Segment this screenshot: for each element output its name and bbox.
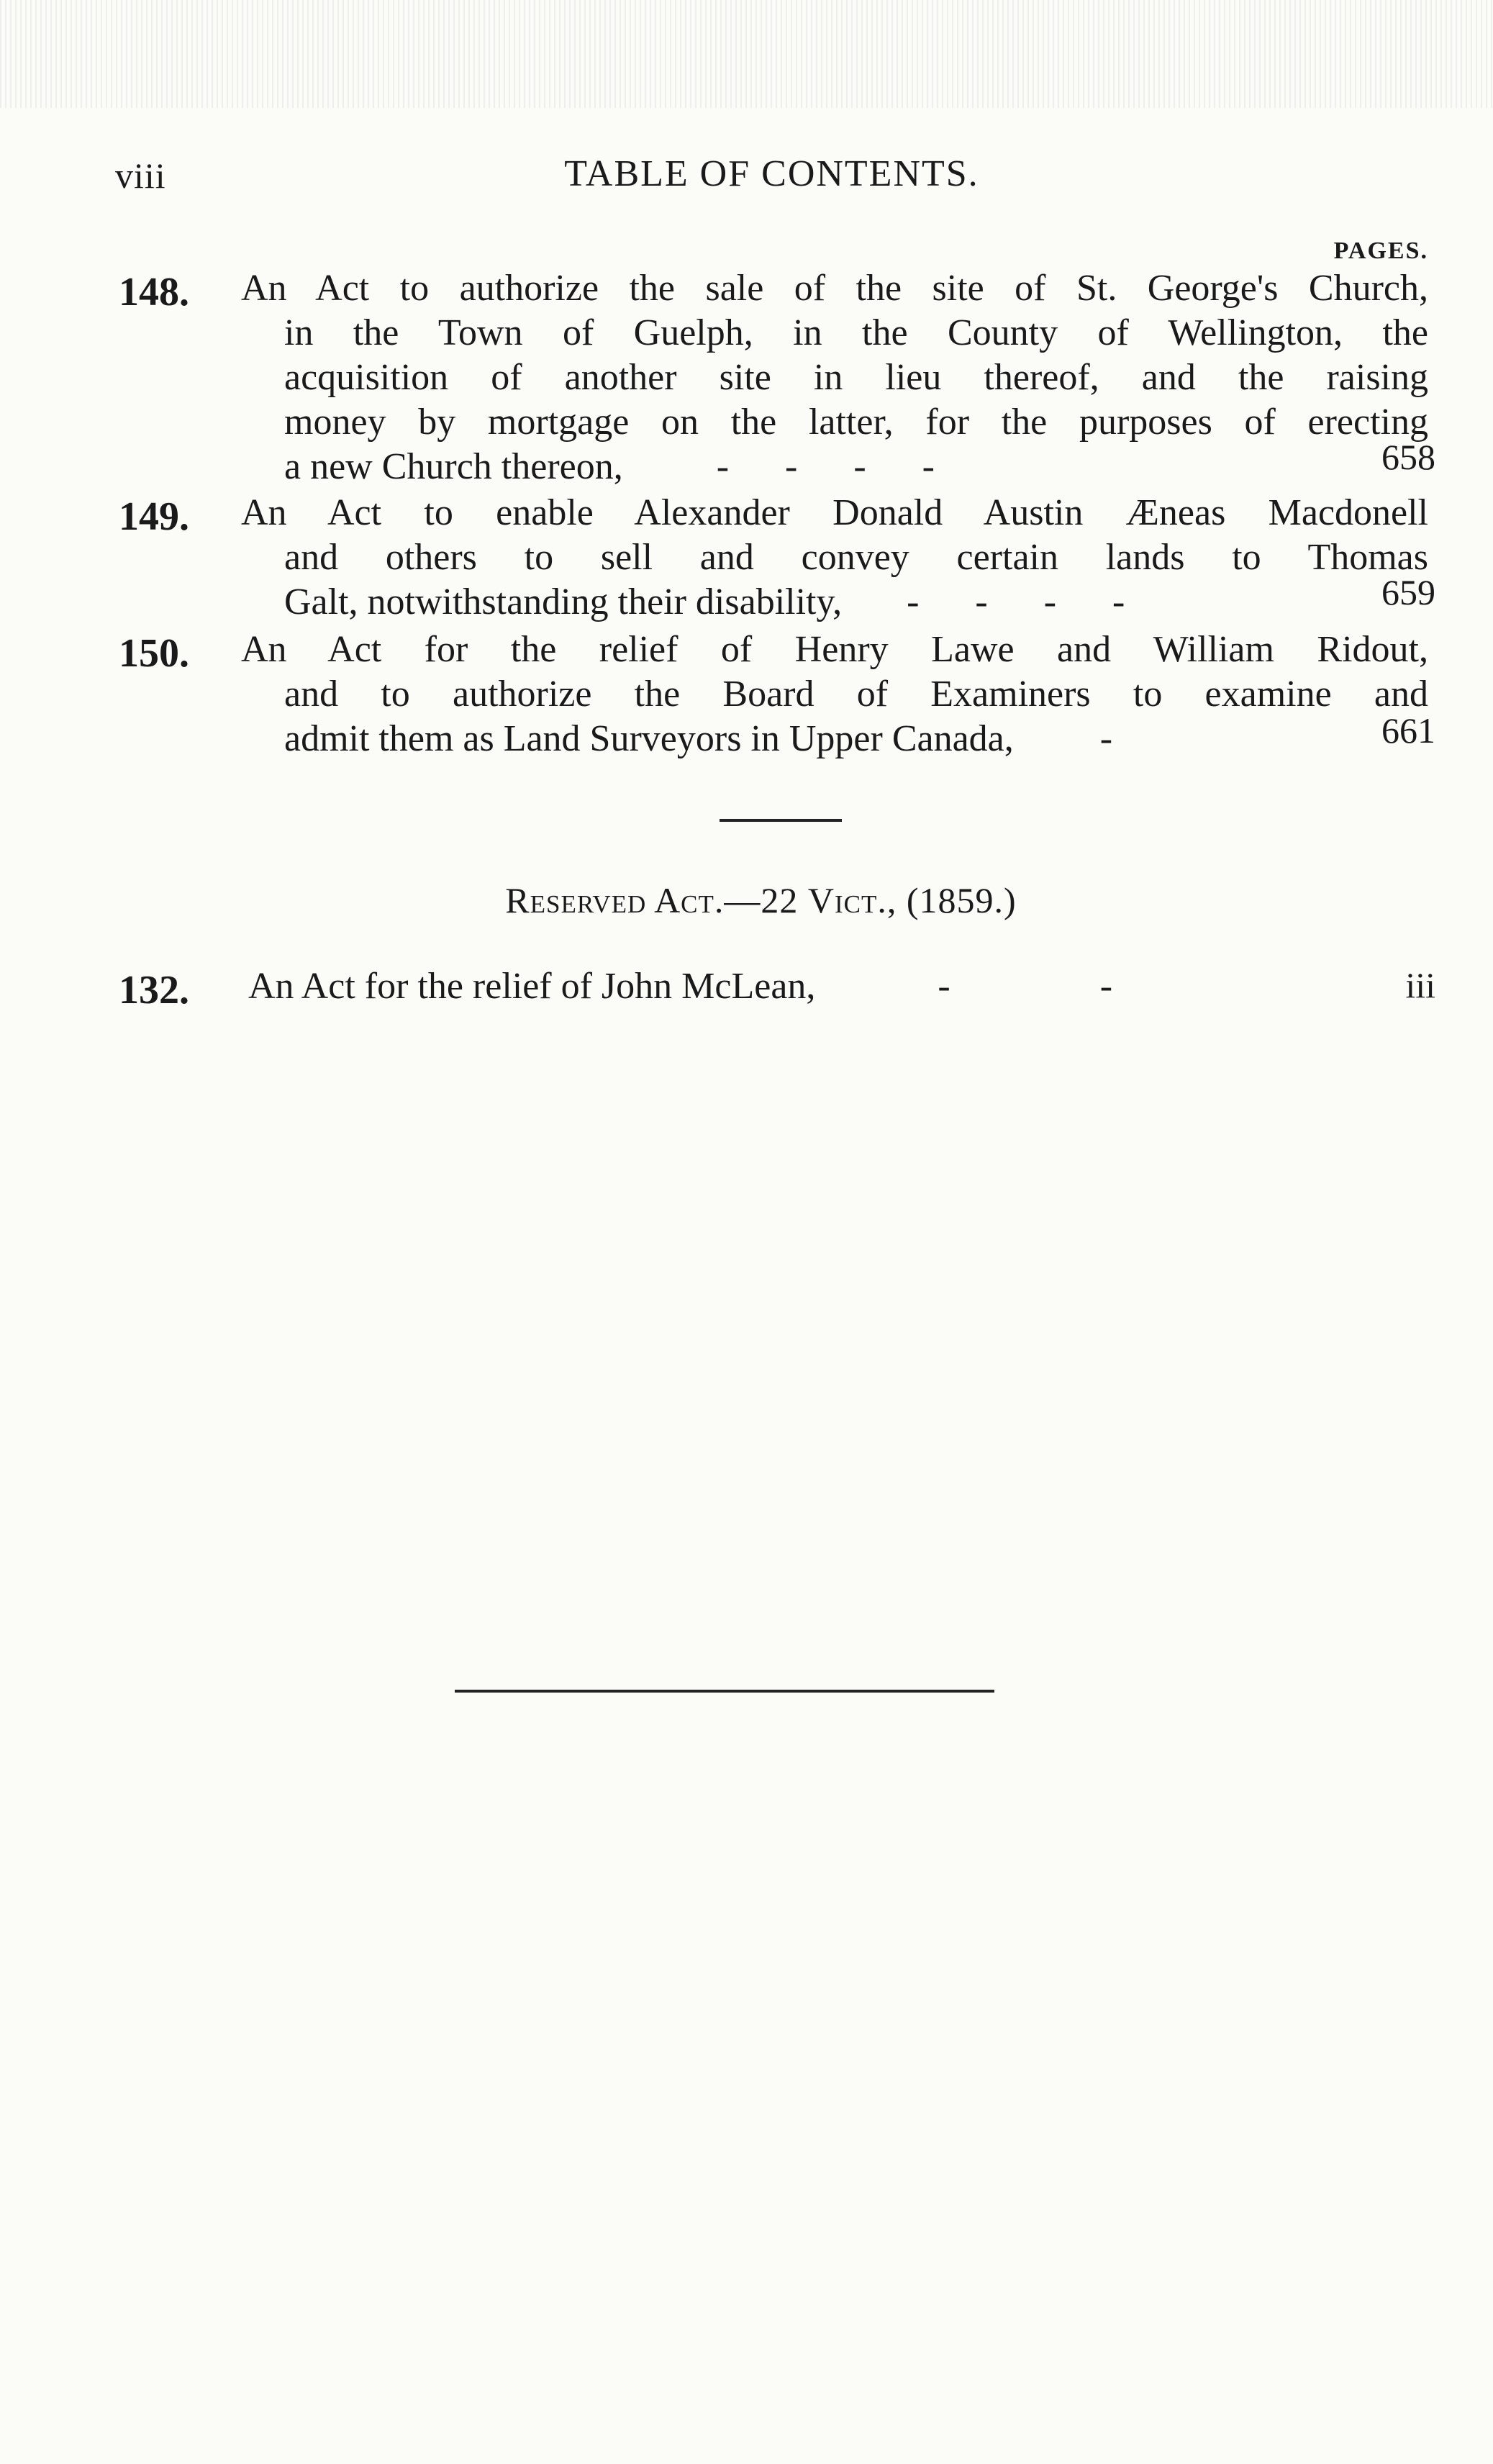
entry-line [241, 445, 1428, 489]
entry-text [241, 266, 1428, 489]
entry-line: and others to sell and convey certain lands to Thomas [284, 537, 1428, 578]
entry-line [241, 717, 1428, 761]
entry-line: An Act to authorize the sale of the site of St. George's Church, [241, 268, 1428, 309]
entry-line: and to authorize the Board of Examiners to examine and [284, 674, 1428, 715]
closing-rule [455, 1690, 994, 1693]
entry-line [241, 964, 1428, 1009]
page-title: TABLE OF CONTENTS. [564, 153, 979, 194]
dot-leader: - [1099, 718, 1113, 759]
entry-number: 132. [119, 968, 189, 1013]
reserved-heading-dash: —22 [724, 880, 808, 920]
entry-line: An Act to enable Alexander Donald Austin Æneas Macdonell [241, 492, 1428, 533]
entry-line: An Act for the relief of Henry Lawe and William Ridout, [241, 629, 1428, 670]
reserved-act-heading [0, 879, 1493, 921]
entry-line: acquisition of another site in lieu thereof, and the raising [284, 357, 1428, 398]
toc-entry-148 [119, 266, 1435, 497]
entry-line-text: a new Church thereon, [284, 446, 623, 487]
reserved-heading-label: Reserved Act. [505, 880, 725, 920]
entry-line-text: admit them as Land Surveyors in Upper Canada, [284, 718, 1014, 759]
entry-text [241, 628, 1428, 761]
section-divider [720, 819, 842, 822]
entry-text [241, 491, 1428, 625]
page-edge-texture [0, 0, 1493, 108]
entry-page-number: 661 [1381, 710, 1435, 751]
toc-entry-150 [119, 628, 1435, 771]
pages-column-heading: PAGES. [1333, 237, 1428, 264]
entry-page-number: 658 [1381, 437, 1435, 477]
page-folio: viii [115, 155, 166, 196]
entry-page-number: iii [1405, 965, 1435, 1005]
entry-line-text: An Act for the relief of John McLean, [248, 966, 816, 1007]
entry-line-text: Galt, notwithstanding their disability, [284, 581, 843, 622]
toc-entry-149 [119, 491, 1435, 635]
dot-leader: - - - - [907, 581, 1125, 622]
entry-number: 149. [119, 494, 189, 539]
entry-number: 150. [119, 631, 189, 676]
dot-leader: - - - - [716, 446, 935, 487]
entry-number: 148. [119, 270, 189, 314]
entry-line: money by mortgage on the latter, for the purposes of erecting [284, 402, 1428, 443]
toc-entry-132 [119, 964, 1435, 1022]
dot-leader: - - [938, 966, 1113, 1007]
reserved-heading-vict: Vict. [807, 880, 887, 920]
entry-page-number: 659 [1381, 572, 1435, 612]
entry-line: in the Town of Guelph, in the County of Wellington, the [284, 312, 1428, 353]
entry-text [241, 964, 1428, 1009]
entry-line [241, 580, 1428, 625]
reserved-heading-year: , (1859.) [886, 880, 1017, 920]
